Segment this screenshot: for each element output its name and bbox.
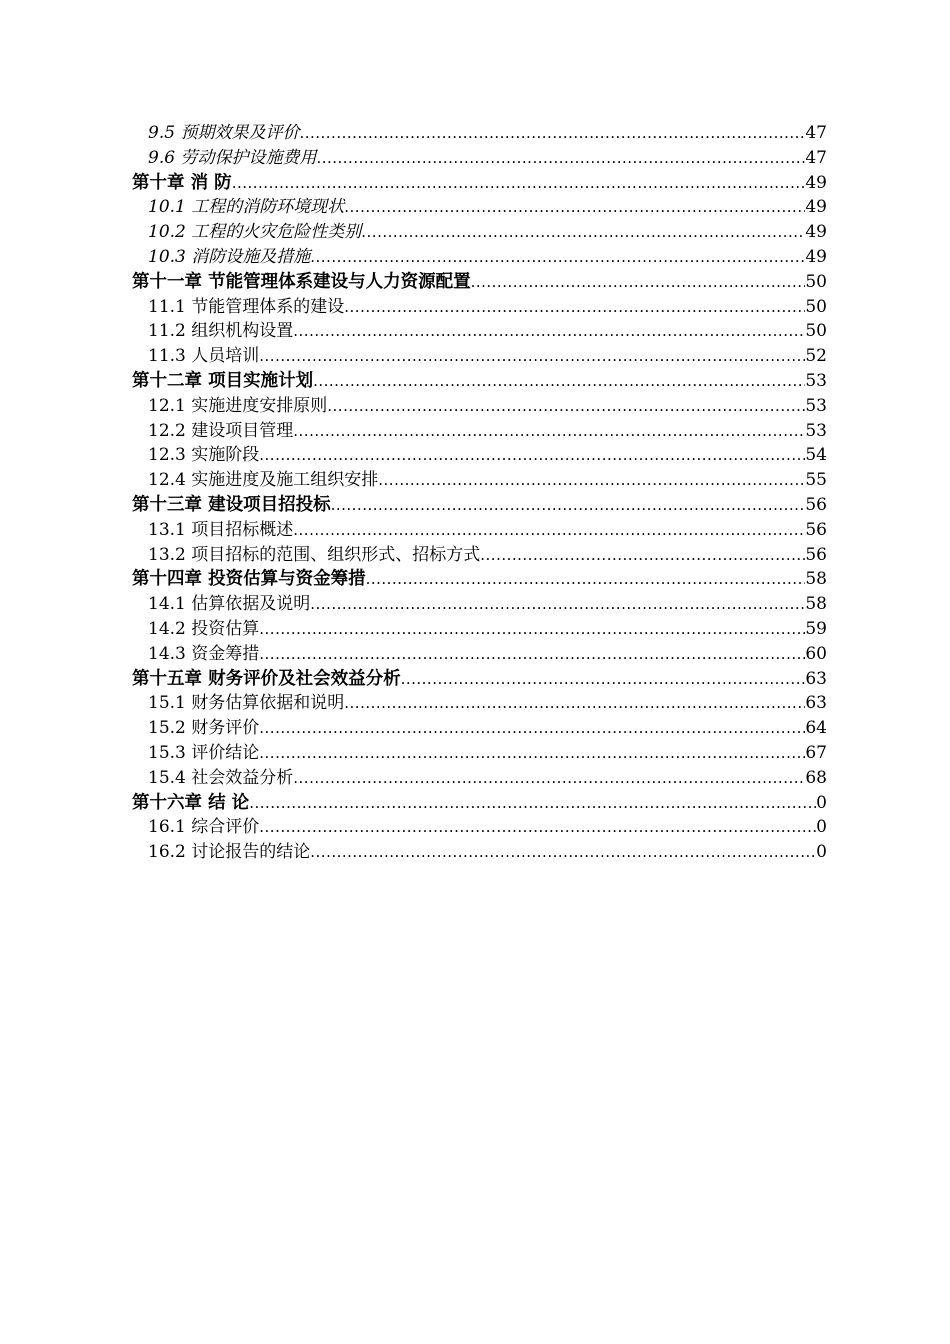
toc-leader-dots — [310, 245, 805, 270]
toc-entry-title: 第十二章 项目实施计划 — [132, 370, 314, 391]
toc-entry-title: 12.4 实施进度及施工组织安排 — [148, 470, 379, 491]
toc-entry[interactable] — [132, 691, 827, 716]
toc-entry-title: 14.3 资金筹措 — [148, 643, 260, 664]
toc-page-number: 52 — [805, 346, 827, 367]
toc-entry[interactable] — [132, 369, 827, 394]
toc-entry-title: 13.1 项目招标概述 — [148, 519, 294, 540]
toc-entry[interactable] — [132, 766, 827, 791]
toc-entry[interactable] — [132, 171, 827, 196]
toc-leader-dots — [471, 270, 806, 295]
toc-leader-dots — [480, 543, 805, 568]
toc-leader-dots — [259, 642, 805, 667]
toc-leader-dots — [344, 691, 805, 716]
toc-leader-dots — [293, 419, 805, 444]
toc-page-number: 47 — [805, 123, 827, 143]
toc-entry-title: 第十四章 投资估算与资金筹措 — [132, 569, 366, 590]
toc-page-number: 54 — [805, 445, 827, 466]
toc-entry[interactable] — [132, 592, 827, 617]
toc-entry-title: 11.1 节能管理体系的建设 — [148, 296, 345, 317]
toc-page-number: 67 — [805, 742, 827, 763]
toc-page-number: 58 — [805, 569, 827, 590]
toc-page-number: 0 — [816, 842, 827, 863]
toc-entry-title: 第十章 消 防 — [132, 172, 232, 193]
toc-leader-dots — [259, 741, 805, 766]
toc-entry[interactable] — [132, 419, 827, 444]
toc-leader-dots — [293, 319, 805, 344]
toc-entry[interactable] — [132, 667, 827, 692]
toc-entry[interactable] — [132, 815, 827, 840]
toc-entry-title: 9.5 预期效果及评价 — [148, 123, 300, 143]
toc-page-number: 49 — [805, 222, 827, 243]
toc-page-number: 56 — [805, 519, 827, 540]
toc-entry-title: 第十六章 结 论 — [132, 792, 250, 813]
toc-leader-dots — [259, 443, 805, 468]
toc-entry[interactable] — [132, 518, 827, 543]
toc-page-number: 58 — [805, 594, 827, 615]
toc-leader-dots — [361, 220, 805, 245]
toc-page-number: 60 — [805, 643, 827, 664]
toc-page-number: 49 — [805, 172, 827, 193]
toc-entry-title: 12.1 实施进度安排原则 — [148, 395, 328, 416]
toc-entry-title: 14.1 估算依据及说明 — [148, 594, 311, 615]
toc-leader-dots — [249, 791, 816, 816]
toc-entry-title: 15.1 财务估算依据和说明 — [148, 693, 345, 714]
toc-page-number: 49 — [805, 197, 827, 218]
toc-page-number: 47 — [805, 147, 827, 168]
toc-entry-title: 15.2 财务评价 — [148, 718, 260, 739]
toc-entry[interactable] — [132, 319, 827, 344]
toc-entry[interactable] — [132, 394, 827, 419]
toc-entry-title: 13.2 项目招标的范围、组织形式、招标方式 — [148, 544, 481, 565]
toc-leader-dots — [310, 592, 805, 617]
toc-leader-dots — [344, 195, 805, 220]
toc-entry[interactable] — [132, 220, 827, 245]
toc-leader-dots — [259, 344, 805, 369]
toc-entry[interactable] — [132, 617, 827, 642]
toc-leader-dots — [313, 369, 805, 394]
toc-entry-title: 第十一章 节能管理体系建设与人力资源配置 — [132, 271, 471, 292]
toc-page-number: 53 — [805, 395, 827, 416]
toc-entry-title: 12.2 建设项目管理 — [148, 420, 294, 441]
toc-leader-dots — [232, 171, 806, 196]
toc-leader-dots — [366, 567, 806, 592]
toc-leader-dots — [259, 617, 805, 642]
toc-entry-title: 16.1 综合评价 — [148, 817, 260, 838]
toc-page-number: 56 — [805, 544, 827, 565]
toc-leader-dots — [344, 295, 805, 320]
toc-entry[interactable] — [132, 195, 827, 220]
toc-entry[interactable] — [132, 840, 827, 865]
toc-entry[interactable] — [132, 121, 827, 146]
toc-leader-dots — [299, 121, 805, 146]
toc-leader-dots — [401, 667, 806, 692]
toc-page-number: 50 — [805, 296, 827, 317]
toc-entry-title: 第十三章 建设项目招投标 — [132, 494, 331, 515]
toc-page-number: 50 — [805, 321, 827, 342]
toc-leader-dots — [378, 468, 805, 493]
toc-entry[interactable] — [132, 642, 827, 667]
toc-entry-title: 10.2 工程的火灾危险性类别 — [148, 222, 362, 243]
table-of-contents — [132, 121, 827, 865]
toc-entry-title: 第十五章 财务评价及社会效益分析 — [132, 668, 401, 689]
toc-leader-dots — [293, 766, 805, 791]
toc-entry[interactable] — [132, 543, 827, 568]
toc-entry[interactable] — [132, 716, 827, 741]
toc-page-number: 63 — [805, 668, 827, 689]
toc-leader-dots — [331, 493, 806, 518]
toc-page-number: 55 — [805, 470, 827, 491]
toc-entry[interactable] — [132, 245, 827, 270]
toc-page-number: 53 — [805, 420, 827, 441]
toc-leader-dots — [259, 716, 805, 741]
toc-entry-title: 10.3 消防设施及措施 — [148, 246, 311, 267]
toc-entry[interactable] — [132, 295, 827, 320]
toc-entry-title: 16.2 讨论报告的结论 — [148, 842, 311, 863]
toc-entry[interactable] — [132, 344, 827, 369]
toc-entry[interactable] — [132, 741, 827, 766]
toc-entry-title: 9.6 劳动保护设施费用 — [148, 147, 317, 168]
toc-page-number: 53 — [805, 370, 827, 391]
toc-leader-dots — [310, 840, 816, 865]
toc-leader-dots — [316, 146, 805, 171]
toc-page-number: 64 — [805, 718, 827, 739]
toc-entry-title: 15.3 评价结论 — [148, 742, 260, 763]
toc-entry[interactable] — [132, 270, 827, 295]
toc-entry[interactable] — [132, 146, 827, 171]
toc-entry-title: 10.1 工程的消防环境现状 — [148, 197, 345, 218]
toc-leader-dots — [327, 394, 805, 419]
toc-page-number: 49 — [805, 246, 827, 267]
toc-entry-title: 11.3 人员培训 — [148, 346, 260, 367]
toc-page-number: 59 — [805, 618, 827, 639]
toc-page-number: 0 — [816, 792, 827, 813]
toc-entry-title: 11.2 组织机构设置 — [148, 321, 294, 342]
toc-leader-dots — [259, 815, 816, 840]
toc-entry-title: 12.3 实施阶段 — [148, 445, 260, 466]
toc-page-number: 50 — [805, 271, 827, 292]
toc-entry-title: 15.4 社会效益分析 — [148, 767, 294, 788]
toc-page-number: 68 — [805, 767, 827, 788]
toc-leader-dots — [293, 518, 805, 543]
toc-entry[interactable] — [132, 468, 827, 493]
toc-entry[interactable] — [132, 791, 827, 816]
toc-entry[interactable] — [132, 443, 827, 468]
toc-entry-title: 14.2 投资估算 — [148, 618, 260, 639]
toc-entry[interactable] — [132, 567, 827, 592]
toc-entry[interactable] — [132, 493, 827, 518]
toc-page-number: 63 — [805, 693, 827, 714]
toc-page-number: 56 — [805, 494, 827, 515]
toc-page-number: 0 — [816, 817, 827, 838]
